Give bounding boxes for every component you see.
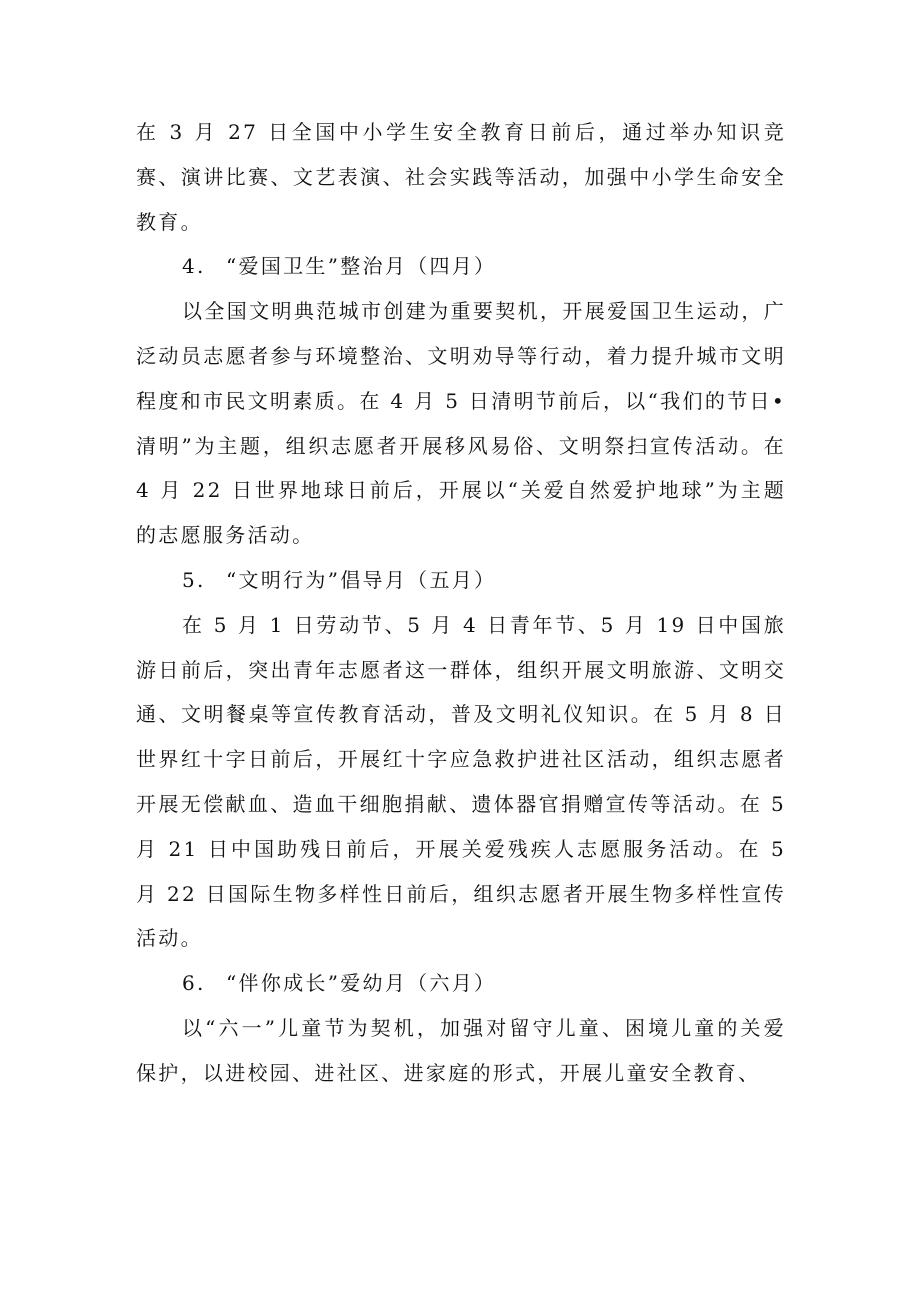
section-title: “爱国卫生”整治月（四月） [226, 254, 497, 279]
paragraph-may: 在 5 月 1 日劳动节、5 月 4 日青年节、5 月 19 日中国旅游日前后，突出青年志愿者这一群体，组织开展文明旅游、文明交通、文明餐桌等宣传教育活动，普及文明礼仪知识。在 5 月 8 日世界红十字日前后，开展红十字应急救护进社区活动，组织志愿者开展无偿献血、造血干细胞捐献、遗体器官捐赠宣传等活动。在 5 月 21 日中国助残日前后，开展关爱残疾人志愿服务活动。在 5 月 22 日国际生物多样性日前后，组织志愿者开展生物多样性宣传活动。 [136, 612, 786, 951]
section-heading-april [136, 244, 786, 289]
section-heading-june [136, 961, 786, 1006]
section-title: “伴你成长”爱幼月（六月） [226, 971, 497, 996]
paragraph-safety-education: 在 3 月 27 日全国中小学生安全教育日前后，通过举办知识竞赛、演讲比赛、文艺表演、社会实践等活动，加强中小学生命安全教育。 [136, 120, 786, 234]
section-heading-may [136, 558, 786, 603]
section-title: “文明行为”倡导月（五月） [226, 567, 497, 592]
section-number: 5. [182, 567, 206, 592]
paragraph-april: 以全国文明典范城市创建为重要契机，开展爱国卫生运动，广泛动员志愿者参与环境整治、文明劝导等行动，着力提升城市文明程度和市民文明素质。在 4 月 5 日清明节前后，以“我们的节日•清明”为主题，组织志愿者开展移风易俗、文明祭扫宣传活动。在 4 月 22 日世界地球日前后，开展以“关爱自然爱护地球”为主题的志愿服务活动。 [136, 299, 786, 548]
section-number: 4. [182, 254, 206, 279]
document-body [136, 110, 786, 1096]
paragraph-june: 以“六一”儿童节为契机，加强对留守儿童、困境儿童的关爱保护，以进校园、进社区、进家庭的形式，开展儿童安全教育、 [136, 1015, 786, 1085]
section-number: 6. [182, 971, 206, 996]
